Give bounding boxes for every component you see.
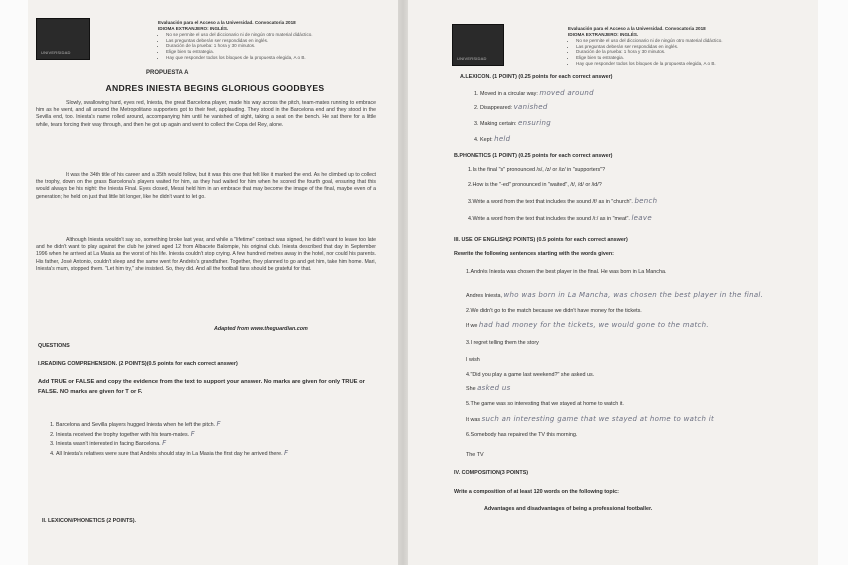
statement-item bbox=[56, 449, 386, 459]
lexicon-heading: A.LEXICON. (1 POINT) (0.25 points for each correct answer) bbox=[460, 74, 613, 80]
questions-heading: QUESTIONS bbox=[38, 343, 70, 349]
english-start: The TV bbox=[466, 452, 484, 458]
handwritten-answer: moved around bbox=[539, 89, 594, 97]
english-start: She bbox=[466, 386, 476, 392]
phonetics-prompt: 4.Write a word from the text that includes the sound /i:/ as in "meat". bbox=[468, 216, 630, 222]
true-false-list bbox=[44, 420, 386, 458]
english-start: Andres Iniesta, bbox=[466, 293, 502, 299]
phonetics-item bbox=[468, 182, 813, 189]
page-gutter bbox=[398, 0, 408, 565]
english-start: I wish bbox=[466, 357, 480, 363]
english-answer-line bbox=[466, 322, 816, 330]
lexicon-item bbox=[474, 136, 510, 144]
lexicon-prompt: 3. Making certain: bbox=[474, 121, 517, 127]
header-bullets bbox=[568, 38, 808, 66]
english-answer-line bbox=[466, 292, 816, 300]
lexicon-prompt: 1. Moved in a circular way: bbox=[474, 91, 538, 97]
header-bullet: • Duración de la prueba: 1 hora y 30 minutos. bbox=[576, 49, 808, 55]
phonetics-item bbox=[468, 215, 813, 223]
university-logo: UNIVERSIDAD bbox=[452, 24, 504, 66]
article-paragraph-2: It was the 34th title of his career and a 35th would follow, but it was this one that felt like it marked the end. As he climbed up to collect the trophy, down on the grass Barcelona's players waited for him, as they had waited for him when he scored the fourth goal, ensuring that this would always be his night: the Iniesta Final. Eyes closed, Messi held him in an embrace that may become the image of the final, maybe even of a generation; he held on just that little bit longer, like he didn't want to let go. bbox=[36, 172, 376, 200]
use-of-english-heading: III. USE OF ENGLISH(2 POINTS) (0.5 points for each correct answer) bbox=[454, 237, 628, 243]
handwritten-answer: bench bbox=[634, 197, 658, 205]
article-paragraph-3: Although Iniesta wouldn't say so, something broke last year, and while a "lifetime" contract was signed, he didn't want to leave too late and he didn't want to play against the club he joined aged 12 from Albacete Balompie, his original club. Iniesta described that day in September 1996 when he arrived at La Masia as the worst of his life. Iniesta couldn't stop crying. A few hundred metres away in the hotel, nor could his parents. His father, José Antonio, couldn't sleep and the same went for Andrés's grandfather. Together, they planned to go and get him, take him home. Mari, Iniesta's mum, stopped them. "Let him try," she insisted. So, they did. And all the football fans should be grateful for that. bbox=[36, 237, 376, 272]
header-bullet: • No se permite el uso del diccionario ni de ningún otro material didáctico. bbox=[576, 38, 808, 44]
header-bullet: • Las preguntas deberán ser respondidas en inglés. bbox=[166, 38, 390, 44]
header-bullet: • Hay que responder todos los bloques de la propuesta elegida, A o B. bbox=[166, 55, 390, 61]
header-bullet: • Elige bien tu estrategia. bbox=[166, 49, 390, 55]
reading-instruction: Add TRUE or FALSE and copy the evidence from the text to support your answer. No marks are given for only TRUE or FALSE. NO marks are given for T or F. bbox=[38, 379, 365, 395]
background-edge-right bbox=[818, 0, 848, 565]
english-prompt: 1.Andrés Iniesta was chosen the best player in the final. He was born in La Mancha. bbox=[466, 269, 667, 275]
header-bullets bbox=[158, 32, 390, 60]
handwritten-answer: had had money for the tickets, we would gone to the match. bbox=[478, 321, 709, 329]
english-answer-line bbox=[466, 452, 766, 459]
exam-header-right bbox=[568, 26, 808, 66]
composition-instruction: Write a composition of at least 120 words on the following topic: bbox=[454, 489, 619, 495]
statement-text: All Iniesta's relatives were sure that Andrés should stay in La Masia the first day he arrived there. bbox=[56, 450, 283, 457]
english-answer-line bbox=[466, 416, 811, 424]
header-line-1: Evaluación para el Acceso a la Universidad. Convocatoria 2018 bbox=[568, 26, 706, 31]
composition-topic: Advantages and disadvantages of being a professional footballer. bbox=[484, 506, 653, 512]
exam-header-left bbox=[158, 20, 390, 60]
english-prompt: 2.We didn't go to the match because we didn't have money for the tickets. bbox=[466, 308, 642, 314]
background-edge-left bbox=[0, 0, 28, 565]
english-prompt: 5.The game was so interesting that we stayed at home to watch it. bbox=[466, 401, 624, 407]
english-answer-line bbox=[466, 385, 766, 393]
header-bullet: • Elige bien tu estrategia. bbox=[576, 55, 808, 61]
english-answer-line bbox=[466, 357, 766, 364]
header-bullet: • Hay que responder todos los bloques de la propuesta elegida, A o B. bbox=[576, 61, 808, 67]
lexicon-item bbox=[474, 90, 594, 98]
handwritten-answer: F bbox=[216, 420, 221, 428]
lexicon-item bbox=[474, 120, 551, 128]
phonetics-heading: B.PHONETICS (1 POINT) (0.25 points for each correct answer) bbox=[454, 153, 613, 159]
proposal-label: PROPUESTA A bbox=[146, 70, 189, 76]
statement-item bbox=[56, 420, 386, 430]
lexicon-prompt: 4. Kept: bbox=[474, 137, 493, 143]
use-of-english-instruction: Rewrite the following sentences starting with the words given: bbox=[454, 251, 614, 257]
english-start: It was bbox=[466, 417, 481, 423]
english-prompt: 4."Did you play a game last weekend?" she asked us. bbox=[466, 372, 595, 378]
handwritten-answer: ensuring bbox=[518, 119, 551, 127]
article-source: Adapted from www.theguardian.com bbox=[214, 326, 308, 332]
handwritten-answer: who was born in La Mancha, was chosen the best player in the final. bbox=[503, 291, 764, 299]
english-prompt: 6.Somebody has repaired the TV this morning. bbox=[466, 432, 578, 438]
lexicon-prompt: 2. Disappeared: bbox=[474, 105, 513, 111]
handwritten-answer: F bbox=[284, 448, 289, 457]
header-bullet: • No se permite el uso del diccionario ni de ningún otro material didáctico. bbox=[166, 32, 390, 38]
handwritten-answer: asked us bbox=[477, 384, 511, 392]
exam-sheet-left bbox=[28, 0, 398, 565]
phonetics-prompt: 1.Is the final "s" pronounced /s/, /z/ or /iz/ in "supporters"? bbox=[468, 167, 606, 173]
statement-text: Barcelona and Sevilla players hugged Iniesta when he left the pitch. bbox=[56, 422, 216, 428]
article-paragraph-1: Slowly, swallowing hard, eyes red, Iniesta, the great Barcelona player, made his way across the pitch, team-mates running to embrace him as he went, and all around the Metropolitano supporters got to their feet, applauding. They stood in the Barcelona end and they stood in the Sevilla end, too. Iniesta's name rolled around, accompanying him until he vanished of sight, taking a seat on the bench. He sat there for a little while, tears forcing their way through, and then he got up again and went to collect the Copa del Rey, alone. bbox=[36, 100, 376, 128]
composition-heading: IV. COMPOSITION(3 POINTS) bbox=[454, 470, 529, 476]
handwritten-answer: F bbox=[162, 439, 167, 448]
article-title: ANDRES INIESTA BEGINS GLORIOUS GOODBYES bbox=[105, 83, 325, 93]
header-line-2: IDIOMA EXTRANJERO: INGLÉS. bbox=[568, 31, 639, 37]
header-bullet: • Las preguntas deberán ser respondidas en inglés. bbox=[576, 44, 808, 50]
exam-sheet-right bbox=[408, 0, 818, 565]
university-logo: UNIVERSIDAD bbox=[36, 18, 90, 60]
lexicon-item bbox=[474, 104, 548, 112]
english-prompt: 3.I regret telling them the story bbox=[466, 340, 539, 346]
handwritten-answer: F bbox=[190, 429, 195, 438]
header-line-1: Evaluación para el Acceso a la Universidad. Convocatoria 2018 bbox=[158, 20, 296, 25]
phonetics-item bbox=[468, 167, 813, 174]
handwritten-answer: vanished bbox=[513, 103, 548, 111]
handwritten-answer: leave bbox=[631, 214, 652, 222]
phonetics-prompt: 2.How is the "-ed" pronounced in "waited", /t/, /d/ or /id/? bbox=[468, 182, 602, 188]
statement-item bbox=[56, 430, 386, 440]
next-section-heading: II. LEXICON/PHONETICS (2 POINTS). bbox=[42, 518, 137, 524]
statement-item bbox=[56, 439, 386, 449]
statement-text: Iniesta received the trophy together with his team-mates. bbox=[56, 431, 190, 438]
english-start: If we bbox=[466, 323, 478, 329]
phonetics-prompt: 3.Write a word from the text that includes the sound /f/ as in "church". bbox=[468, 199, 633, 205]
handwritten-answer: such an interesting game that we stayed at home to watch it bbox=[481, 415, 715, 423]
phonetics-item bbox=[468, 198, 813, 206]
header-line-2: IDIOMA EXTRANJERO: INGLÉS. bbox=[158, 25, 229, 31]
reading-heading: I.READING COMPREHENSION. (2 POINTS)(0.5 points for each correct answer) bbox=[38, 361, 238, 367]
statement-text: Iniesta wasn't interested in facing Barcelona. bbox=[56, 441, 161, 448]
handwritten-answer: held bbox=[494, 135, 511, 143]
header-bullet: • Duración de la prueba: 1 hora y 30 minutos. bbox=[166, 43, 390, 49]
